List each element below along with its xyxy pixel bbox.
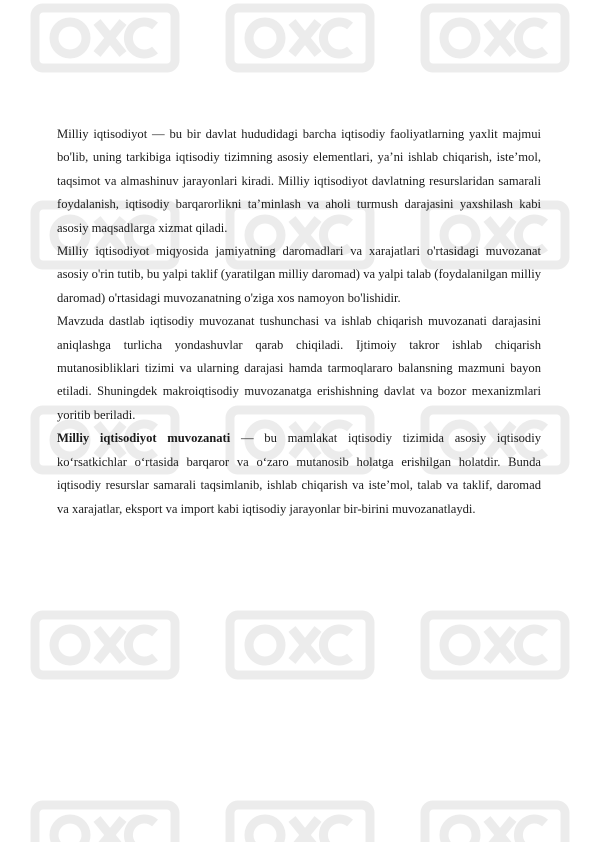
logo-watermark-icon: [425, 8, 565, 68]
paragraph-1: [57, 123, 541, 240]
paragraph-2-text: Milliy iqtisodiyot miqyosida jamiyatning daromadlari va xarajatlari o'rtasidagi muvozanat asosiy o'rin tutib, bu yalpi taklif (yaratilgan milliy daromad) va yalpi talab (foydalanilgan milliy daromad) o'rtasidagi muvozanatning o'ziga xos namoyon bo'lishidir.: [57, 244, 541, 305]
logo-watermark-icon: [425, 615, 565, 675]
logo-watermark-icon: [230, 805, 370, 842]
paragraph-4-bold-lead: Milliy iqtisodiyot muvozanati: [57, 431, 231, 446]
paragraph-4-text: — bu mamlakat iqtisodiy tizimida asosiy iqtisodiy ko‘rsatkichlar o‘rtasida barqaror va o‘zaro mutanosib holatga erishilgan holatdir. Bunda iqtisodiy resurslar samarali taqsimlanib, ishlab chiqarish va iste’mol, talab va taklif, daromad va xarajatlar, eksport va import kabi iqtisodiy jarayonlar bir-birini muvozanatlaydi.: [57, 431, 541, 516]
paragraph-3-text: Mavzuda dastlab iqtisodiy muvozanat tushunchasi va ishlab chiqarish muvozanati darajasini aniqlashga turlicha yondashuvlar qarab chiqiladi. Ijtimoiy takror ishlab chiqarish mutanosibliklari tizimi va ularning darajasi hamda tarmoqlararo balansning mazmuni bayon etiladi. Shuningdek makroiqtisodiy muvozanatga erishishning davlat va bozor mexanizmlari yoritib beriladi.: [57, 314, 541, 422]
logo-watermark-icon: [230, 615, 370, 675]
logo-watermark-icon: [35, 805, 175, 842]
paragraph-4: [57, 427, 541, 521]
paragraph-2: [57, 240, 541, 310]
logo-watermark-icon: [230, 8, 370, 68]
document-body: [57, 123, 541, 521]
logo-watermark-icon: [35, 615, 175, 675]
paragraph-1-text: Milliy iqtisodiyot — bu bir davlat hududidagi barcha iqtisodiy faoliyatlarning yaxlit majmui bo'lib, uning tarkibiga iqtisodiy tizimning asosiy elementlari, ya’ni ishlab chiqarish, iste’mol, taqsimot va almashinuv jarayonlari kiradi. Milliy iqtisodiyot davlatning resurslaridan samarali foydalanish, iqtisodiy barqarorlikni ta’minlash va aholi turmush darajasini yaxshilash kabi asosiy maqsadlarga xizmat qiladi.: [57, 127, 541, 235]
logo-watermark-icon: [35, 8, 175, 68]
logo-watermark-icon: [425, 805, 565, 842]
paragraph-3: [57, 310, 541, 427]
